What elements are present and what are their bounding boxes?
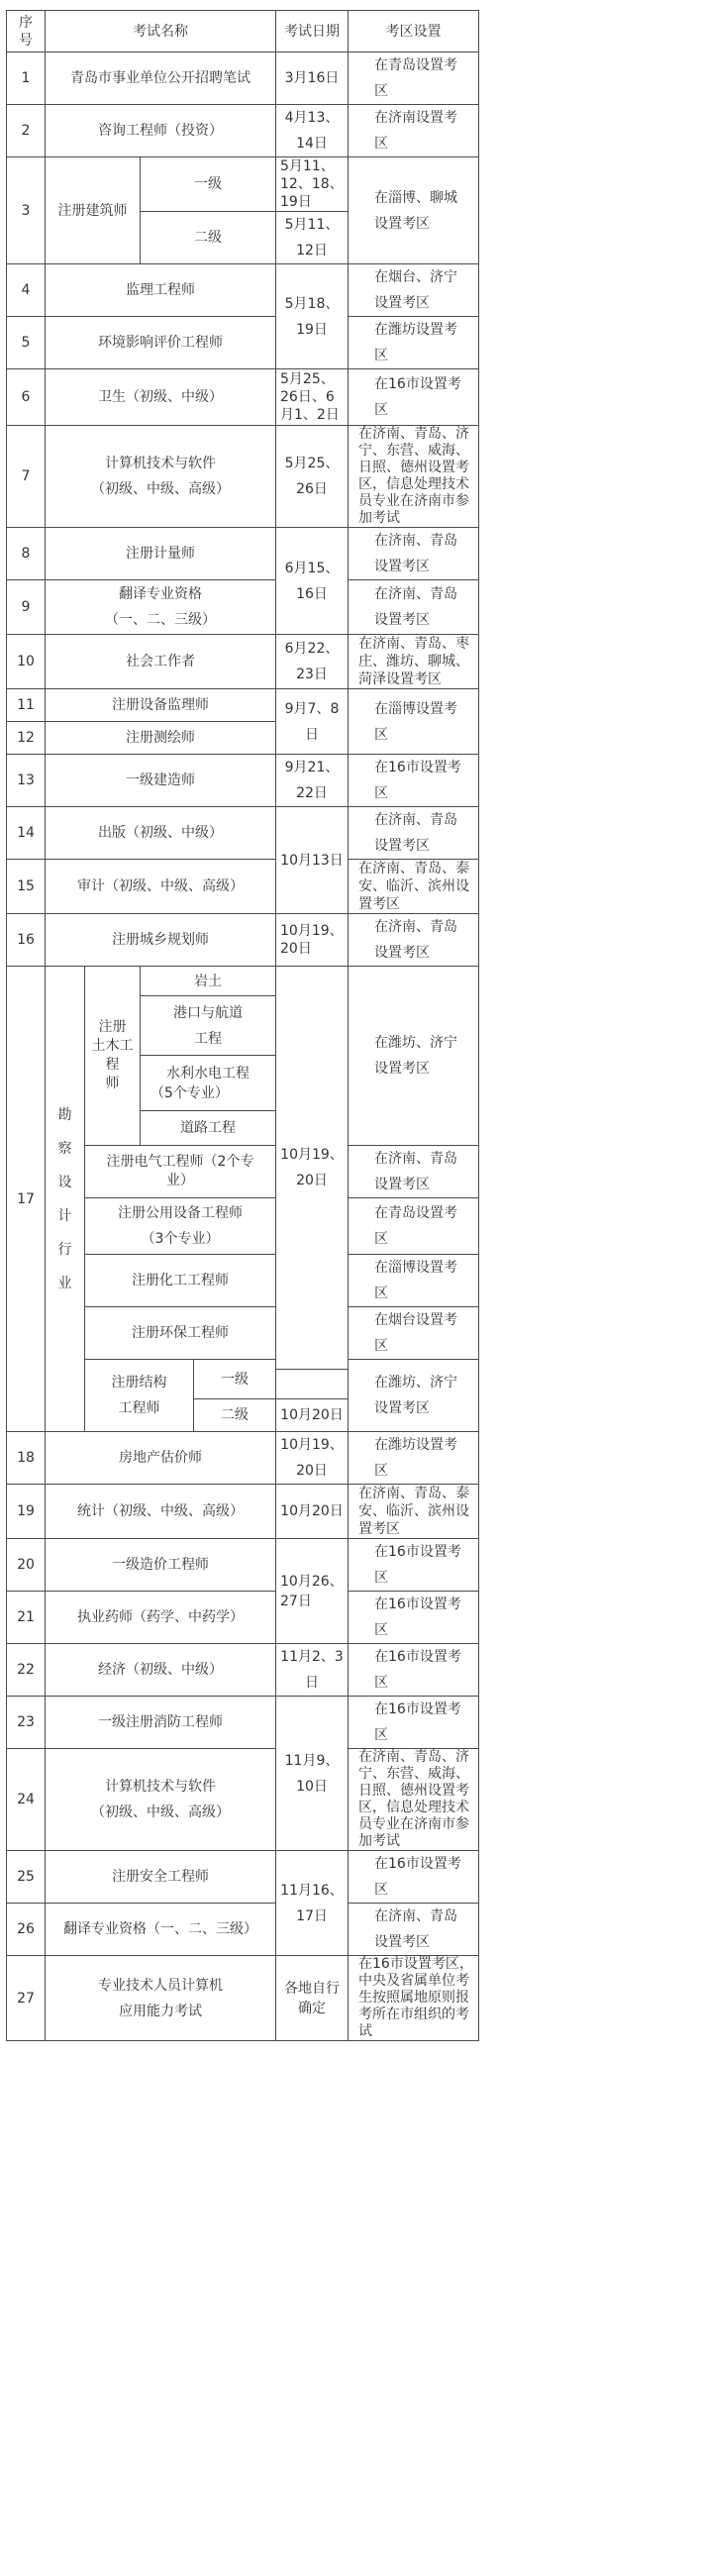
exam-zone: 在16市设置考区，中央及省属单位考生按照属地原则报考所在市组织的考试 bbox=[349, 1956, 479, 2041]
exam-name bbox=[46, 426, 276, 528]
exam-name: 房地产估价师 bbox=[46, 1432, 276, 1485]
exam-date: 3月16日 bbox=[276, 52, 349, 105]
industry-group-char: 勘 bbox=[57, 1106, 72, 1123]
exam-name-line: 注册 bbox=[98, 1019, 127, 1035]
exam-zone: 在潍坊、济宁设置考区 bbox=[349, 1360, 479, 1432]
table-row bbox=[7, 807, 479, 860]
row-no: 8 bbox=[7, 528, 46, 580]
row-no: 20 bbox=[7, 1539, 46, 1592]
table-row bbox=[7, 1432, 479, 1485]
exam-zone: 在济南、青岛、泰安、临沂、滨州设置考区 bbox=[349, 1485, 479, 1539]
exam-zone: 在16市设置考区 bbox=[349, 369, 479, 426]
table-row bbox=[7, 369, 479, 426]
exam-name-line: 应用能力考试 bbox=[119, 2003, 202, 2019]
exam-sub-level: 二级 bbox=[194, 1399, 276, 1432]
row-no: 24 bbox=[7, 1749, 46, 1851]
row-no: 1 bbox=[7, 52, 46, 105]
exam-zone: 在16市设置考区 bbox=[349, 755, 479, 807]
table-row bbox=[7, 580, 479, 635]
exam-name-line: （初级、中级、高级） bbox=[91, 481, 230, 497]
row-no: 21 bbox=[7, 1592, 46, 1644]
row-no: 7 bbox=[7, 426, 46, 528]
exam-zone: 在潍坊、济宁设置考区 bbox=[349, 967, 479, 1146]
exam-zone: 在烟台设置考区 bbox=[349, 1307, 479, 1360]
table-row bbox=[7, 317, 479, 369]
industry-group-char: 业 bbox=[57, 1275, 72, 1291]
date-spacer bbox=[276, 1370, 349, 1399]
row-no: 18 bbox=[7, 1432, 46, 1485]
exam-name: 出版（初级、中级） bbox=[46, 807, 276, 860]
exam-name-line: 工程师 bbox=[118, 1400, 160, 1416]
table-row bbox=[7, 1485, 479, 1539]
row-no: 19 bbox=[7, 1485, 46, 1539]
exam-sub-specialty: 道路工程 bbox=[141, 1111, 276, 1146]
exam-name bbox=[46, 580, 276, 635]
table-row bbox=[7, 157, 479, 212]
exam-name-line: 专业技术人员计算机 bbox=[98, 1977, 223, 1994]
table-row bbox=[7, 105, 479, 157]
exam-name: 执业药师（药学、中药学） bbox=[46, 1592, 276, 1644]
exam-name-line: （初级、中级、高级） bbox=[91, 1804, 230, 1820]
exam-sub-specialty bbox=[141, 996, 276, 1056]
row-no: 23 bbox=[7, 1697, 46, 1749]
exam-name bbox=[85, 1146, 276, 1198]
table-row bbox=[7, 528, 479, 580]
exam-name-line: 注册公用设备工程师 bbox=[118, 1205, 243, 1221]
exam-name: 注册测绘师 bbox=[46, 722, 276, 755]
exam-zone: 在济南、青岛、济宁、东营、威海、日照、德州设置考区，信息处理技术员专业在济南市参加考试 bbox=[349, 426, 479, 528]
exam-zone: 在淄博设置考区 bbox=[349, 1255, 479, 1307]
exam-date: 10月20日 bbox=[276, 1399, 349, 1432]
exam-date: 10月19、20日 bbox=[276, 914, 349, 967]
exam-zone: 在烟台、济宁设置考区 bbox=[349, 264, 479, 317]
exam-zone: 在16市设置考区 bbox=[349, 1592, 479, 1644]
header-date: 考试日期 bbox=[276, 11, 349, 52]
table-row bbox=[7, 689, 479, 722]
industry-group bbox=[46, 967, 85, 1432]
exam-name bbox=[85, 1360, 194, 1432]
exam-date: 10月19、20日 bbox=[276, 1432, 349, 1485]
exam-name-line: 计算机技术与软件 bbox=[105, 456, 216, 471]
industry-group-char: 计 bbox=[57, 1207, 72, 1224]
table-row bbox=[7, 1749, 479, 1851]
exam-sub-level: 二级 bbox=[141, 212, 276, 264]
table-row bbox=[7, 860, 479, 914]
exam-zone: 在济南、青岛设置考区 bbox=[349, 528, 479, 580]
table-row bbox=[7, 755, 479, 807]
exam-zone: 在青岛设置考区 bbox=[349, 1198, 479, 1255]
table-row bbox=[7, 1851, 479, 1904]
exam-zone: 在济南、青岛设置考区 bbox=[349, 807, 479, 860]
exam-name-line: 注册电气工程师（2个专 bbox=[106, 1154, 254, 1170]
row-no: 5 bbox=[7, 317, 46, 369]
exam-name-line: 业） bbox=[166, 1173, 194, 1188]
exam-zone: 在淄博设置考区 bbox=[349, 689, 479, 755]
exam-name bbox=[85, 967, 141, 1146]
table-row bbox=[7, 52, 479, 105]
exam-zone: 在潍坊设置考区 bbox=[349, 317, 479, 369]
exam-zone: 在16市设置考区 bbox=[349, 1697, 479, 1749]
table-row bbox=[7, 426, 479, 528]
exam-name: 统计（初级、中级、高级） bbox=[46, 1485, 276, 1539]
exam-name: 一级造价工程师 bbox=[46, 1539, 276, 1592]
row-no: 11 bbox=[7, 689, 46, 722]
exam-name: 注册计量师 bbox=[46, 528, 276, 580]
exam-date: 5月18、19日 bbox=[276, 264, 349, 369]
exam-date: 5月25、26日、6月1、2日 bbox=[276, 369, 349, 426]
exam-name-line: 注册结构 bbox=[111, 1375, 167, 1391]
exam-sub-line: （5个专业） bbox=[150, 1084, 229, 1101]
exam-name: 一级注册消防工程师 bbox=[46, 1697, 276, 1749]
exam-name: 注册化工工程师 bbox=[85, 1255, 276, 1307]
exam-date: 5月25、26日 bbox=[276, 426, 349, 528]
industry-group-char: 设 bbox=[57, 1174, 72, 1190]
exam-name: 经济（初级、中级） bbox=[46, 1644, 276, 1697]
exam-sub-line: 工程 bbox=[194, 1030, 222, 1047]
exam-sub-level: 一级 bbox=[194, 1360, 276, 1399]
row-no: 6 bbox=[7, 369, 46, 426]
exam-sub-level: 一级 bbox=[141, 157, 276, 212]
row-no: 15 bbox=[7, 860, 46, 914]
exam-name: 翻译专业资格（一、二、三级） bbox=[46, 1904, 276, 1956]
row-no: 10 bbox=[7, 635, 46, 689]
row-no: 4 bbox=[7, 264, 46, 317]
table-row bbox=[7, 1644, 479, 1697]
exam-zone: 在16市设置考区 bbox=[349, 1539, 479, 1592]
exam-name-line: （3个专业） bbox=[141, 1231, 220, 1247]
exam-date: 11月9、10日 bbox=[276, 1697, 349, 1851]
exam-zone: 在16市设置考区 bbox=[349, 1851, 479, 1904]
table-row bbox=[7, 914, 479, 967]
exam-date: 11月16、17日 bbox=[276, 1851, 349, 1956]
exam-name-line: 土木工程 bbox=[91, 1038, 134, 1073]
exam-zone: 在潍坊设置考区 bbox=[349, 1432, 479, 1485]
exam-zone: 在青岛设置考区 bbox=[349, 52, 479, 105]
exam-date: 10月13日 bbox=[276, 807, 349, 914]
table-row bbox=[7, 264, 479, 317]
exam-date: 4月13、14日 bbox=[276, 105, 349, 157]
exam-zone: 在济南设置考区 bbox=[349, 105, 479, 157]
exam-name: 咨询工程师（投资） bbox=[46, 105, 276, 157]
exam-name: 社会工作者 bbox=[46, 635, 276, 689]
exam-name: 监理工程师 bbox=[46, 264, 276, 317]
exam-name-line: 计算机技术与软件 bbox=[105, 1779, 216, 1795]
exam-name: 青岛市事业单位公开招聘笔试 bbox=[46, 52, 276, 105]
exam-name: 注册安全工程师 bbox=[46, 1851, 276, 1904]
exam-name: 注册环保工程师 bbox=[85, 1307, 276, 1360]
exam-name: 审计（初级、中级、高级） bbox=[46, 860, 276, 914]
row-no: 13 bbox=[7, 755, 46, 807]
exam-zone: 在济南、青岛设置考区 bbox=[349, 1146, 479, 1198]
exam-sub-line: 港口与航道 bbox=[173, 1004, 243, 1021]
header-zone: 考区设置 bbox=[349, 11, 479, 52]
row-no: 16 bbox=[7, 914, 46, 967]
exam-name bbox=[85, 1198, 276, 1255]
exam-name: 注册城乡规划师 bbox=[46, 914, 276, 967]
exam-sub-specialty bbox=[141, 1056, 276, 1111]
exam-date: 9月7、8日 bbox=[276, 689, 349, 755]
exam-date: 11月2、3日 bbox=[276, 1644, 349, 1697]
row-no: 25 bbox=[7, 1851, 46, 1904]
exam-schedule bbox=[6, 10, 479, 2041]
table-row bbox=[7, 1592, 479, 1644]
table-row bbox=[7, 1697, 479, 1749]
exam-date: 5月11、12、18、19日 bbox=[276, 157, 349, 212]
exam-sub-specialty: 岩土 bbox=[141, 967, 276, 996]
row-no: 12 bbox=[7, 722, 46, 755]
exam-sub-line: 水利水电工程 bbox=[166, 1065, 250, 1082]
exam-name: 一级建造师 bbox=[46, 755, 276, 807]
exam-date: 10月19、20日 bbox=[276, 967, 349, 1370]
row-no: 2 bbox=[7, 105, 46, 157]
exam-name: 注册设备监理师 bbox=[46, 689, 276, 722]
exam-date: 各地自行确定 bbox=[276, 1956, 349, 2041]
exam-date: 10月20日 bbox=[276, 1485, 349, 1539]
table-row bbox=[7, 1904, 479, 1956]
exam-name-line: 翻译专业资格 bbox=[119, 586, 202, 602]
table-row bbox=[7, 1539, 479, 1592]
exam-name-line: （一、二、三级） bbox=[105, 612, 216, 628]
exam-name bbox=[46, 1956, 276, 2041]
exam-name: 卫生（初级、中级） bbox=[46, 369, 276, 426]
row-no: 27 bbox=[7, 1956, 46, 2041]
row-no: 22 bbox=[7, 1644, 46, 1697]
exam-schedule-table bbox=[6, 10, 479, 2041]
exam-zone: 在济南、青岛设置考区 bbox=[349, 914, 479, 967]
exam-zone: 在济南、青岛、济宁、东营、威海、日照、德州设置考区，信息处理技术员专业在济南市参加考试 bbox=[349, 1749, 479, 1851]
table-row bbox=[7, 1956, 479, 2041]
exam-zone: 在淄博、聊城设置考区 bbox=[349, 157, 479, 264]
table-header-row bbox=[7, 11, 479, 52]
exam-date: 9月21、22日 bbox=[276, 755, 349, 807]
row-no: 17 bbox=[7, 967, 46, 1432]
row-no: 14 bbox=[7, 807, 46, 860]
exam-zone: 在济南、青岛设置考区 bbox=[349, 580, 479, 635]
exam-zone: 在济南、青岛、枣庄、潍坊、聊城、菏泽设置考区 bbox=[349, 635, 479, 689]
industry-group-char: 察 bbox=[57, 1140, 72, 1157]
row-no: 26 bbox=[7, 1904, 46, 1956]
exam-zone: 在16市设置考区 bbox=[349, 1644, 479, 1697]
table-row bbox=[7, 967, 479, 996]
exam-date: 5月11、12日 bbox=[276, 212, 349, 264]
exam-name bbox=[46, 1749, 276, 1851]
exam-zone: 在济南、青岛、泰安、临沂、滨州设置考区 bbox=[349, 860, 479, 914]
row-no: 3 bbox=[7, 157, 46, 264]
header-name: 考试名称 bbox=[46, 11, 276, 52]
exam-date: 10月26、27日 bbox=[276, 1539, 349, 1644]
row-no: 9 bbox=[7, 580, 46, 635]
exam-zone: 在济南、青岛设置考区 bbox=[349, 1904, 479, 1956]
exam-date: 6月15、16日 bbox=[276, 528, 349, 635]
exam-name: 环境影响评价工程师 bbox=[46, 317, 276, 369]
industry-group-char: 行 bbox=[57, 1241, 72, 1258]
header-no: 序号 bbox=[7, 11, 46, 52]
table-row bbox=[7, 635, 479, 689]
exam-name-line: 师 bbox=[105, 1076, 120, 1091]
exam-date: 6月22、23日 bbox=[276, 635, 349, 689]
exam-name: 注册建筑师 bbox=[46, 157, 141, 264]
